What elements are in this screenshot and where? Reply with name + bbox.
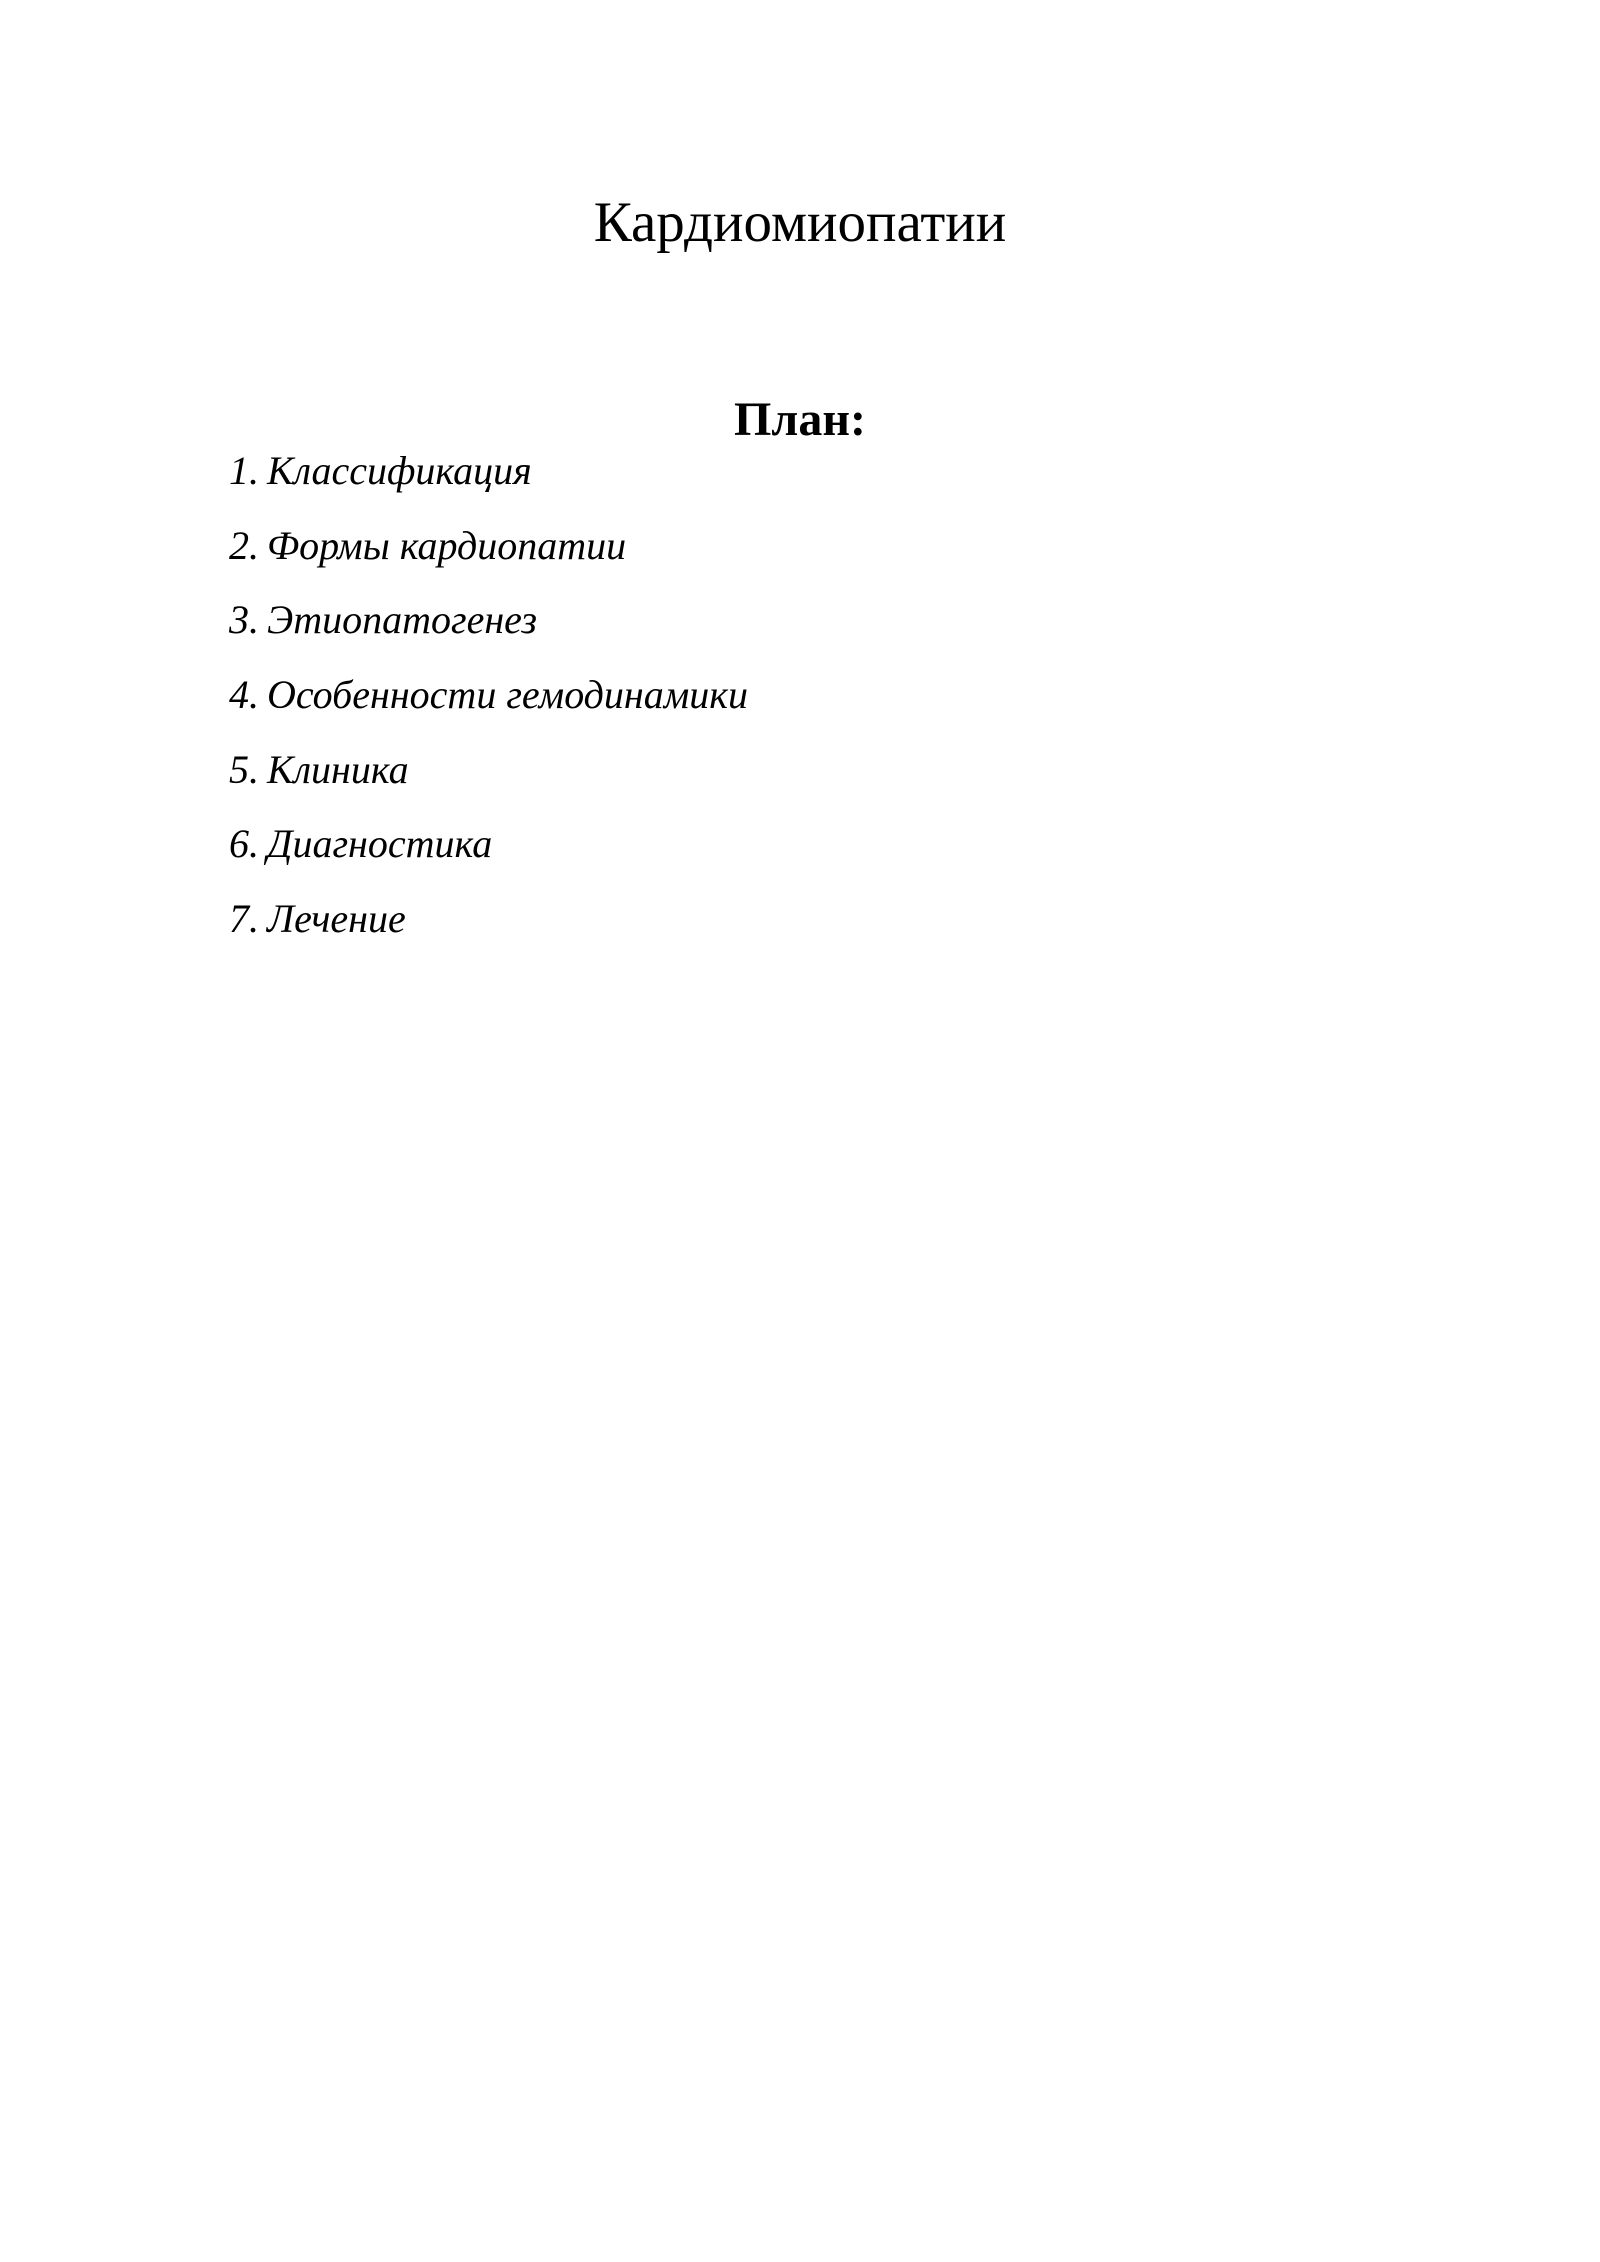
plan-heading: План:	[734, 393, 866, 446]
plan-item-text: Формы кардиопатии	[267, 522, 627, 568]
plan-item-text: Лечение	[267, 896, 406, 942]
plan-item-text: Особенности гемодинамики	[267, 672, 748, 718]
plan-item-number: 2.	[229, 522, 259, 568]
plan-list	[229, 446, 748, 969]
plan-item-text: Диагностика	[267, 821, 493, 867]
plan-item-forms	[229, 521, 748, 596]
document-title: Кардиомиопатии	[593, 191, 1007, 254]
plan-item-text: Классификация	[267, 448, 532, 493]
plan-item-text: Этиопатогенез	[267, 597, 537, 643]
plan-item-number: 7.	[229, 896, 259, 942]
plan-item-number: 3.	[229, 597, 259, 643]
plan-item-classification	[229, 446, 748, 521]
plan-item-text: Клиника	[267, 746, 409, 792]
plan-item-hemodynamics	[229, 670, 748, 745]
plan-item-clinic	[229, 745, 748, 820]
plan-item-number: 6.	[229, 821, 259, 867]
plan-item-number: 4.	[229, 672, 259, 718]
plan-item-number: 5.	[229, 746, 259, 792]
plan-item-number: 1.	[229, 448, 259, 493]
plan-item-treatment	[229, 894, 748, 969]
plan-item-etiopathogenesis	[229, 595, 748, 670]
plan-item-diagnostics	[229, 819, 748, 894]
